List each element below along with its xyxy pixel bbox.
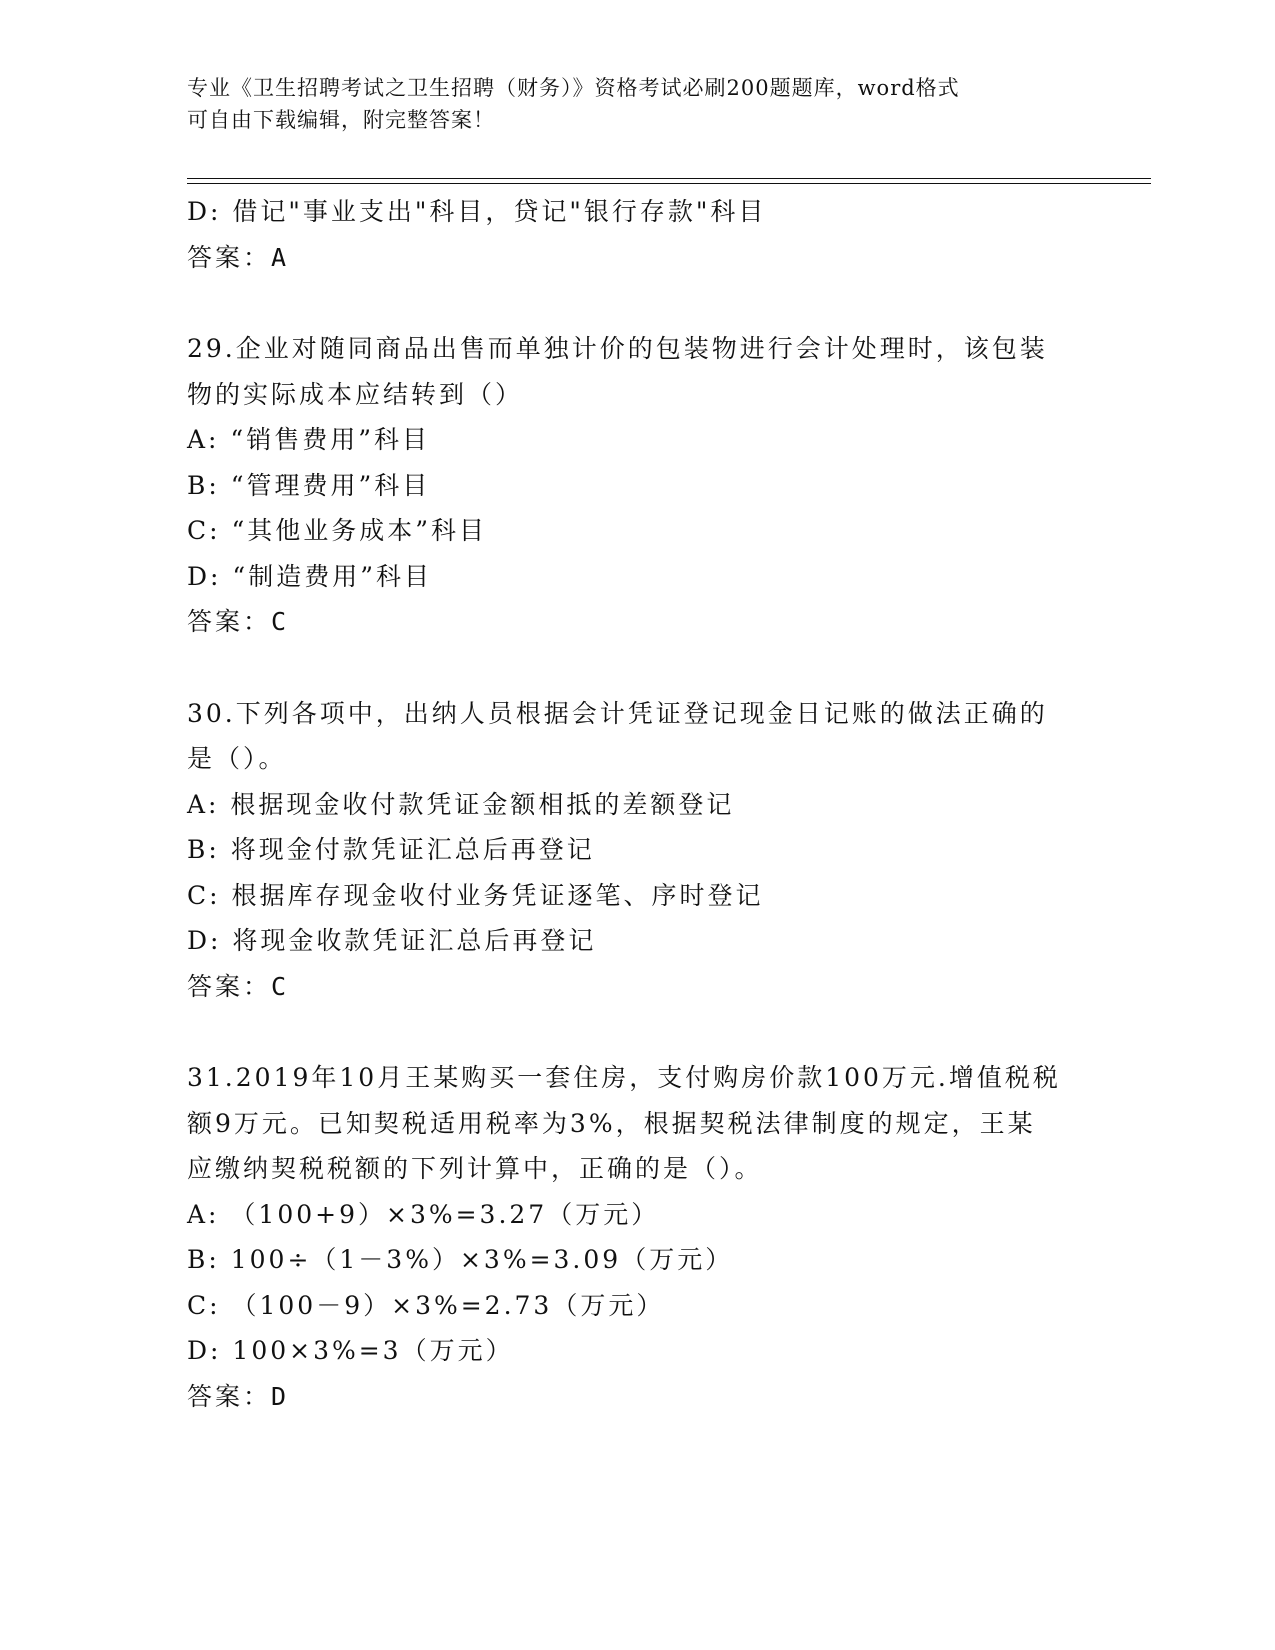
answer-value: C [271, 607, 290, 636]
option-d: D: 将现金收款凭证汇总后再登记 [187, 926, 597, 955]
option-c: C: （100－9）×3%=2.73（万元） [187, 1290, 665, 1320]
answer-line [187, 964, 1087, 1010]
option-b: B: “管理费用”科目 [187, 470, 431, 500]
question-stem-line: 是（）。 [187, 744, 287, 773]
header-divider [187, 178, 1151, 184]
header-line-2: 可自由下载编辑，附完整答案！ [187, 108, 495, 132]
option-b: B: 100÷（1－3%）×3%=3.09（万元） [187, 1245, 734, 1274]
spacer [187, 280, 1087, 326]
question-stem-line: 物的实际成本应结转到（） [187, 379, 524, 409]
question-stem-line: 29.企业对随同商品出售而单独计价的包装物进行会计处理时，该包装 [187, 334, 1048, 363]
answer-label: 答案： [187, 971, 272, 1001]
option-a: A: （100+9）×3%=3.27（万元） [187, 1199, 660, 1229]
document-header [187, 72, 1087, 136]
question-28-tail [187, 189, 1087, 280]
option-c: C: “其他业务成本”科目 [187, 516, 488, 545]
answer-line [187, 235, 1087, 281]
option-a: A: “销售费用”科目 [187, 425, 430, 454]
option-d: D: 100×3%=3（万元） [187, 1336, 514, 1365]
answer-line [187, 599, 1087, 645]
answer-line [187, 1374, 1087, 1420]
header-line-1: 专业《卫生招聘考试之卫生招聘（财务）》资格考试必刷200题题库，word格式 [187, 76, 960, 100]
spacer [187, 645, 1087, 691]
option-c: C: 根据库存现金收付业务凭证逐笔、序时登记 [187, 880, 764, 910]
option-b: B: 将现金付款凭证汇总后再登记 [187, 835, 595, 864]
option-d: D: “制造费用”科目 [187, 561, 432, 591]
question-29 [187, 326, 1087, 645]
question-31 [187, 1055, 1087, 1419]
option-d: D: 借记"事业支出"科目，贷记"银行存款"科目 [187, 197, 767, 226]
answer-value: C [271, 971, 290, 1001]
answer-label: 答案： [187, 242, 272, 272]
answer-label: 答案： [187, 607, 272, 636]
answer-label: 答案： [187, 1381, 272, 1411]
question-stem-line: 30.下列各项中，出纳人员根据会计凭证登记现金日记账的做法正确的 [187, 698, 1048, 728]
option-a: A: 根据现金收付款凭证金额相抵的差额登记 [187, 789, 735, 819]
question-30 [187, 691, 1087, 1010]
document-body [187, 189, 1087, 1419]
question-stem-line: 31.2019年10月王某购买一套住房，支付购房价款100万元.增值税税 [187, 1063, 1061, 1092]
answer-value: D [271, 1381, 290, 1411]
answer-value: A [271, 242, 290, 272]
question-stem-line: 额9万元。已知契税适用税率为3%，根据契税法律制度的规定，王某 [187, 1108, 1036, 1138]
question-stem-line: 应缴纳契税税额的下列计算中，正确的是（）。 [187, 1154, 763, 1183]
spacer [187, 1009, 1087, 1055]
